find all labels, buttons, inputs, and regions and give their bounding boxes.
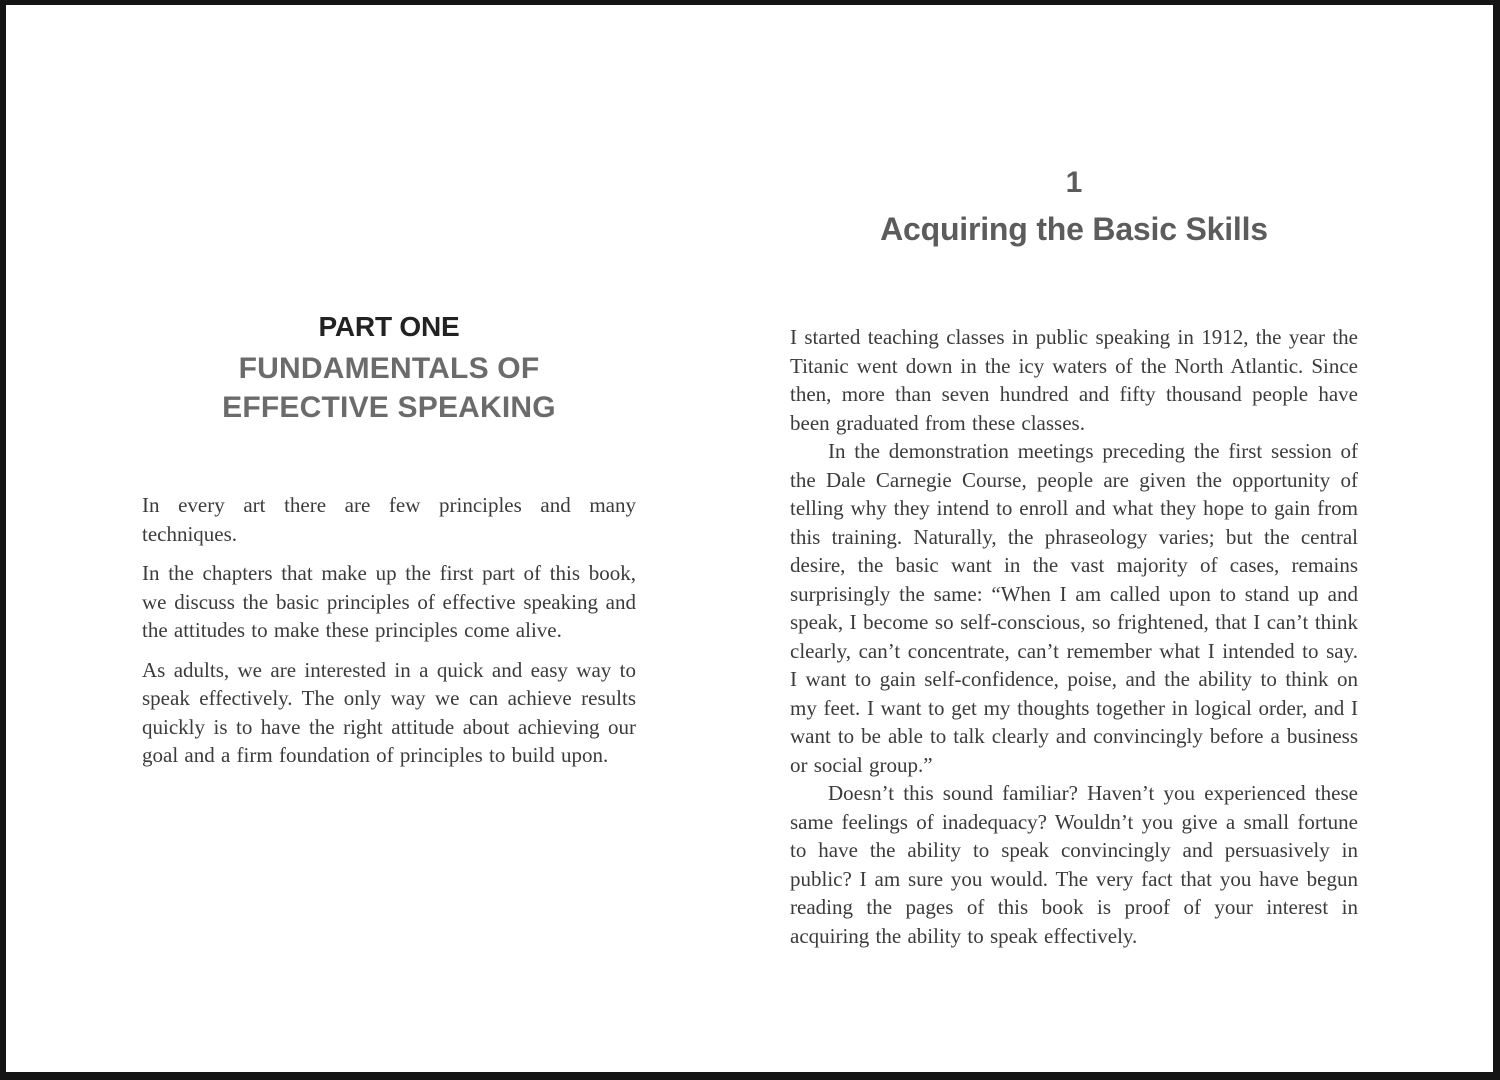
right-paragraph-2: In the demonstration meetings preceding the first session of the Dale Carnegie Course, people are given the opportunity of telling why they intend to enroll and what they hope to gain from this training. Naturally, the phraseology varies; but the central desire, the basic want in the vast majority of cases, remains surprisingly the same: “When I am called upon to stand up and speak, I become so self-conscious, so frightened, that I can’t think clearly, can’t concentrate, can’t remember what I intended to say. I want to gain self-confidence, poise, and the ability to think on my feet. I want to get my thoughts together in logical order, and I want to be able to talk clearly and convincingly before a business or social group.” [790, 439, 1358, 777]
right-page-body [790, 323, 1358, 950]
book-page-spread [6, 5, 1493, 1072]
part-title [142, 349, 636, 427]
left-paragraph-1: In every art there are few principles and many techniques. [142, 493, 636, 546]
chapter-title: Acquiring the Basic Skills [880, 211, 1268, 247]
chapter-number: 1 [1065, 166, 1083, 199]
left-page-body [142, 491, 636, 781]
left-page [142, 5, 636, 1072]
right-paragraph-3: Doesn’t this sound familiar? Haven’t you experienced these same feelings of inadequacy? Wouldn’t you give a small fortune to have the ability to speak convincingly and persuasively in public? I am sure you would. The very fact that you have begun reading the pages of this book is proof of your interest in acquiring the ability to speak effectively. [790, 781, 1358, 948]
left-paragraph-3: As adults, we are interested in a quick and easy way to speak effectively. The only way we can achieve results quickly is to have the right attitude about achieving our goal and a firm foundation of principles to build upon. [142, 657, 636, 767]
left-paragraph-2: In the chapters that make up the first part of this book, we discuss the basic principles of effective speaking and the attitudes to make these principles come alive. [142, 561, 636, 642]
right-page [790, 5, 1358, 1072]
part-title-line2: EFFECTIVE SPEAKING [222, 391, 556, 424]
part-label: PART ONE [318, 311, 460, 342]
right-paragraph-1: I started teaching classes in public speaking in 1912, the year the Titanic went down in the icy waters of the North Atlantic. Since then, more than seven hundred and fifty thousand people have been graduated from these classes. [790, 325, 1358, 435]
part-title-line1: FUNDAMENTALS OF [238, 352, 540, 385]
